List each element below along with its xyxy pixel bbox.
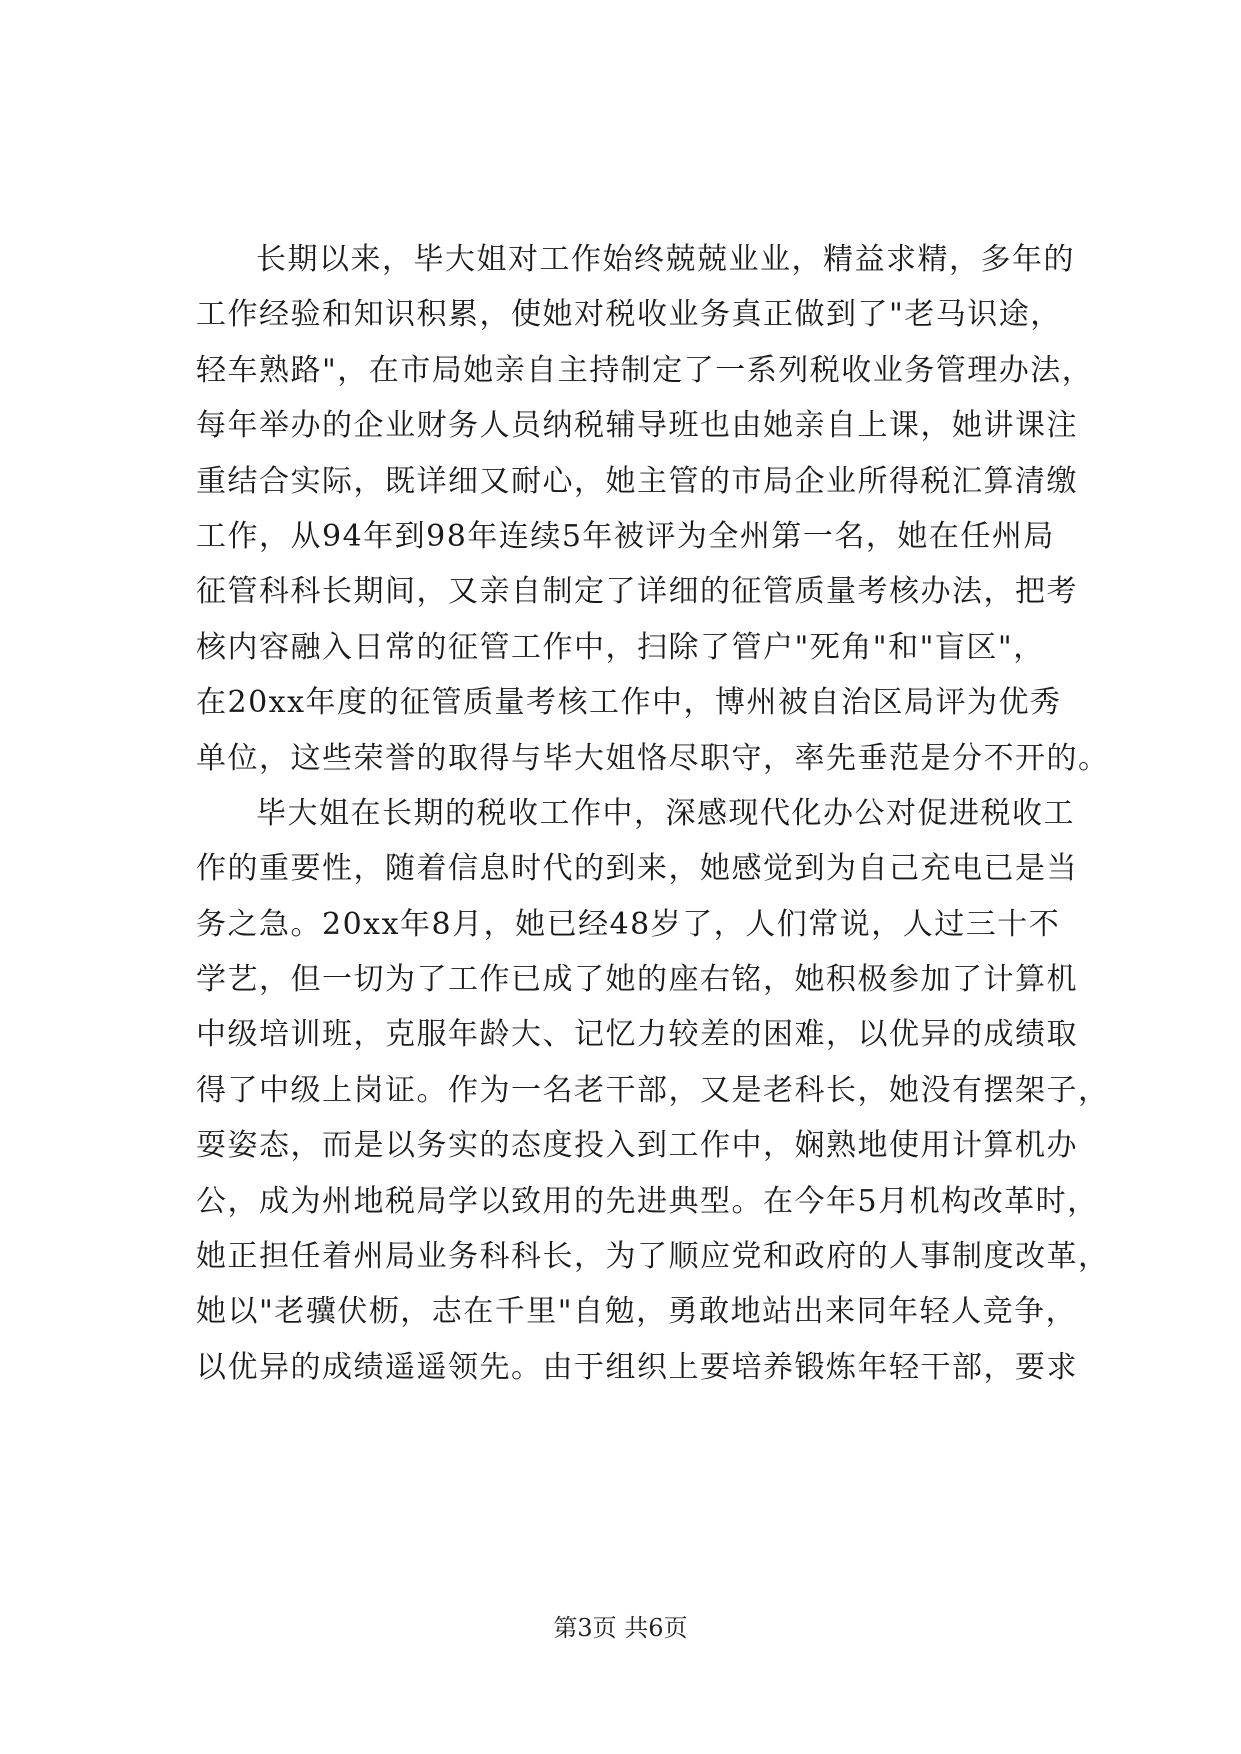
text-line: 她正担任着州局业务科科长，为了顺应党和政府的人事制度改革，	[196, 1239, 1110, 1275]
text-line: 务之急。20xx年8月，她已经48岁了，人们常说，人过三十不	[196, 906, 1061, 942]
text-line: 征管科科长期间，又亲自制定了详细的征管质量考核办法，把考	[196, 574, 1078, 610]
text-line: 单位，这些荣誉的取得与毕大姐恪尽职守，率先垂范是分不开的。	[196, 740, 1110, 776]
text-line: 公，成为州地税局学以致用的先进典型。在今年5月机构改革时，	[196, 1183, 1099, 1219]
text-line: 轻车熟路"，在市局她亲自主持制定了一系列税收业务管理办法，	[196, 352, 1094, 388]
text-line: 长期以来，毕大姐对工作始终兢兢业业，精益求精，多年的	[256, 242, 1075, 277]
text-line: 作的重要性，随着信息时代的到来，她感觉到为自己充电已是当	[196, 851, 1078, 887]
text-line: 学艺，但一切为了工作已成了她的座右铭，她积极参加了计算机	[196, 962, 1078, 998]
text-line: 每年举办的企业财务人员纳税辅导班也由她亲自上课，她讲课注	[196, 408, 1078, 444]
text-line: 工作经验和知识积累，使她对税收业务真正做到了"老马识途，	[196, 297, 1062, 333]
body-text	[196, 232, 1110, 1395]
text-line: 核内容融入日常的征管工作中，扫除了管户"死角"和"盲区"，	[196, 629, 1045, 665]
text-line: 毕大姐在长期的税收工作中，深感现代化办公对促进税收工	[256, 795, 1075, 831]
text-line: 耍姿态，而是以务实的态度投入到工作中，娴熟地使用计算机办	[196, 1128, 1078, 1164]
text-line: 工作，从94年到98年连续5年被评为全州第一名，她在任州局	[196, 518, 1055, 554]
text-line: 以优异的成绩遥遥领先。由于组织上要培养锻炼年轻干部，要求	[196, 1349, 1078, 1385]
text-line: 她以"老骥伏枥，志在千里"自勉，勇敢地站出来同年轻人竞争，	[196, 1294, 1078, 1330]
text-line: 在20xx年度的征管质量考核工作中，博州被自治区局评为优秀	[196, 685, 1062, 721]
page-footer: 第3页 共6页	[553, 1614, 688, 1642]
text-line: 得了中级上岗证。作为一名老干部，又是老科长，她没有摆架子，	[196, 1072, 1110, 1108]
text-line: 中级培训班，克服年龄大、记忆力较差的困难，以优异的成绩取	[196, 1017, 1078, 1053]
text-line: 重结合实际，既详细又耐心，她主管的市局企业所得税汇算清缴	[196, 463, 1078, 499]
